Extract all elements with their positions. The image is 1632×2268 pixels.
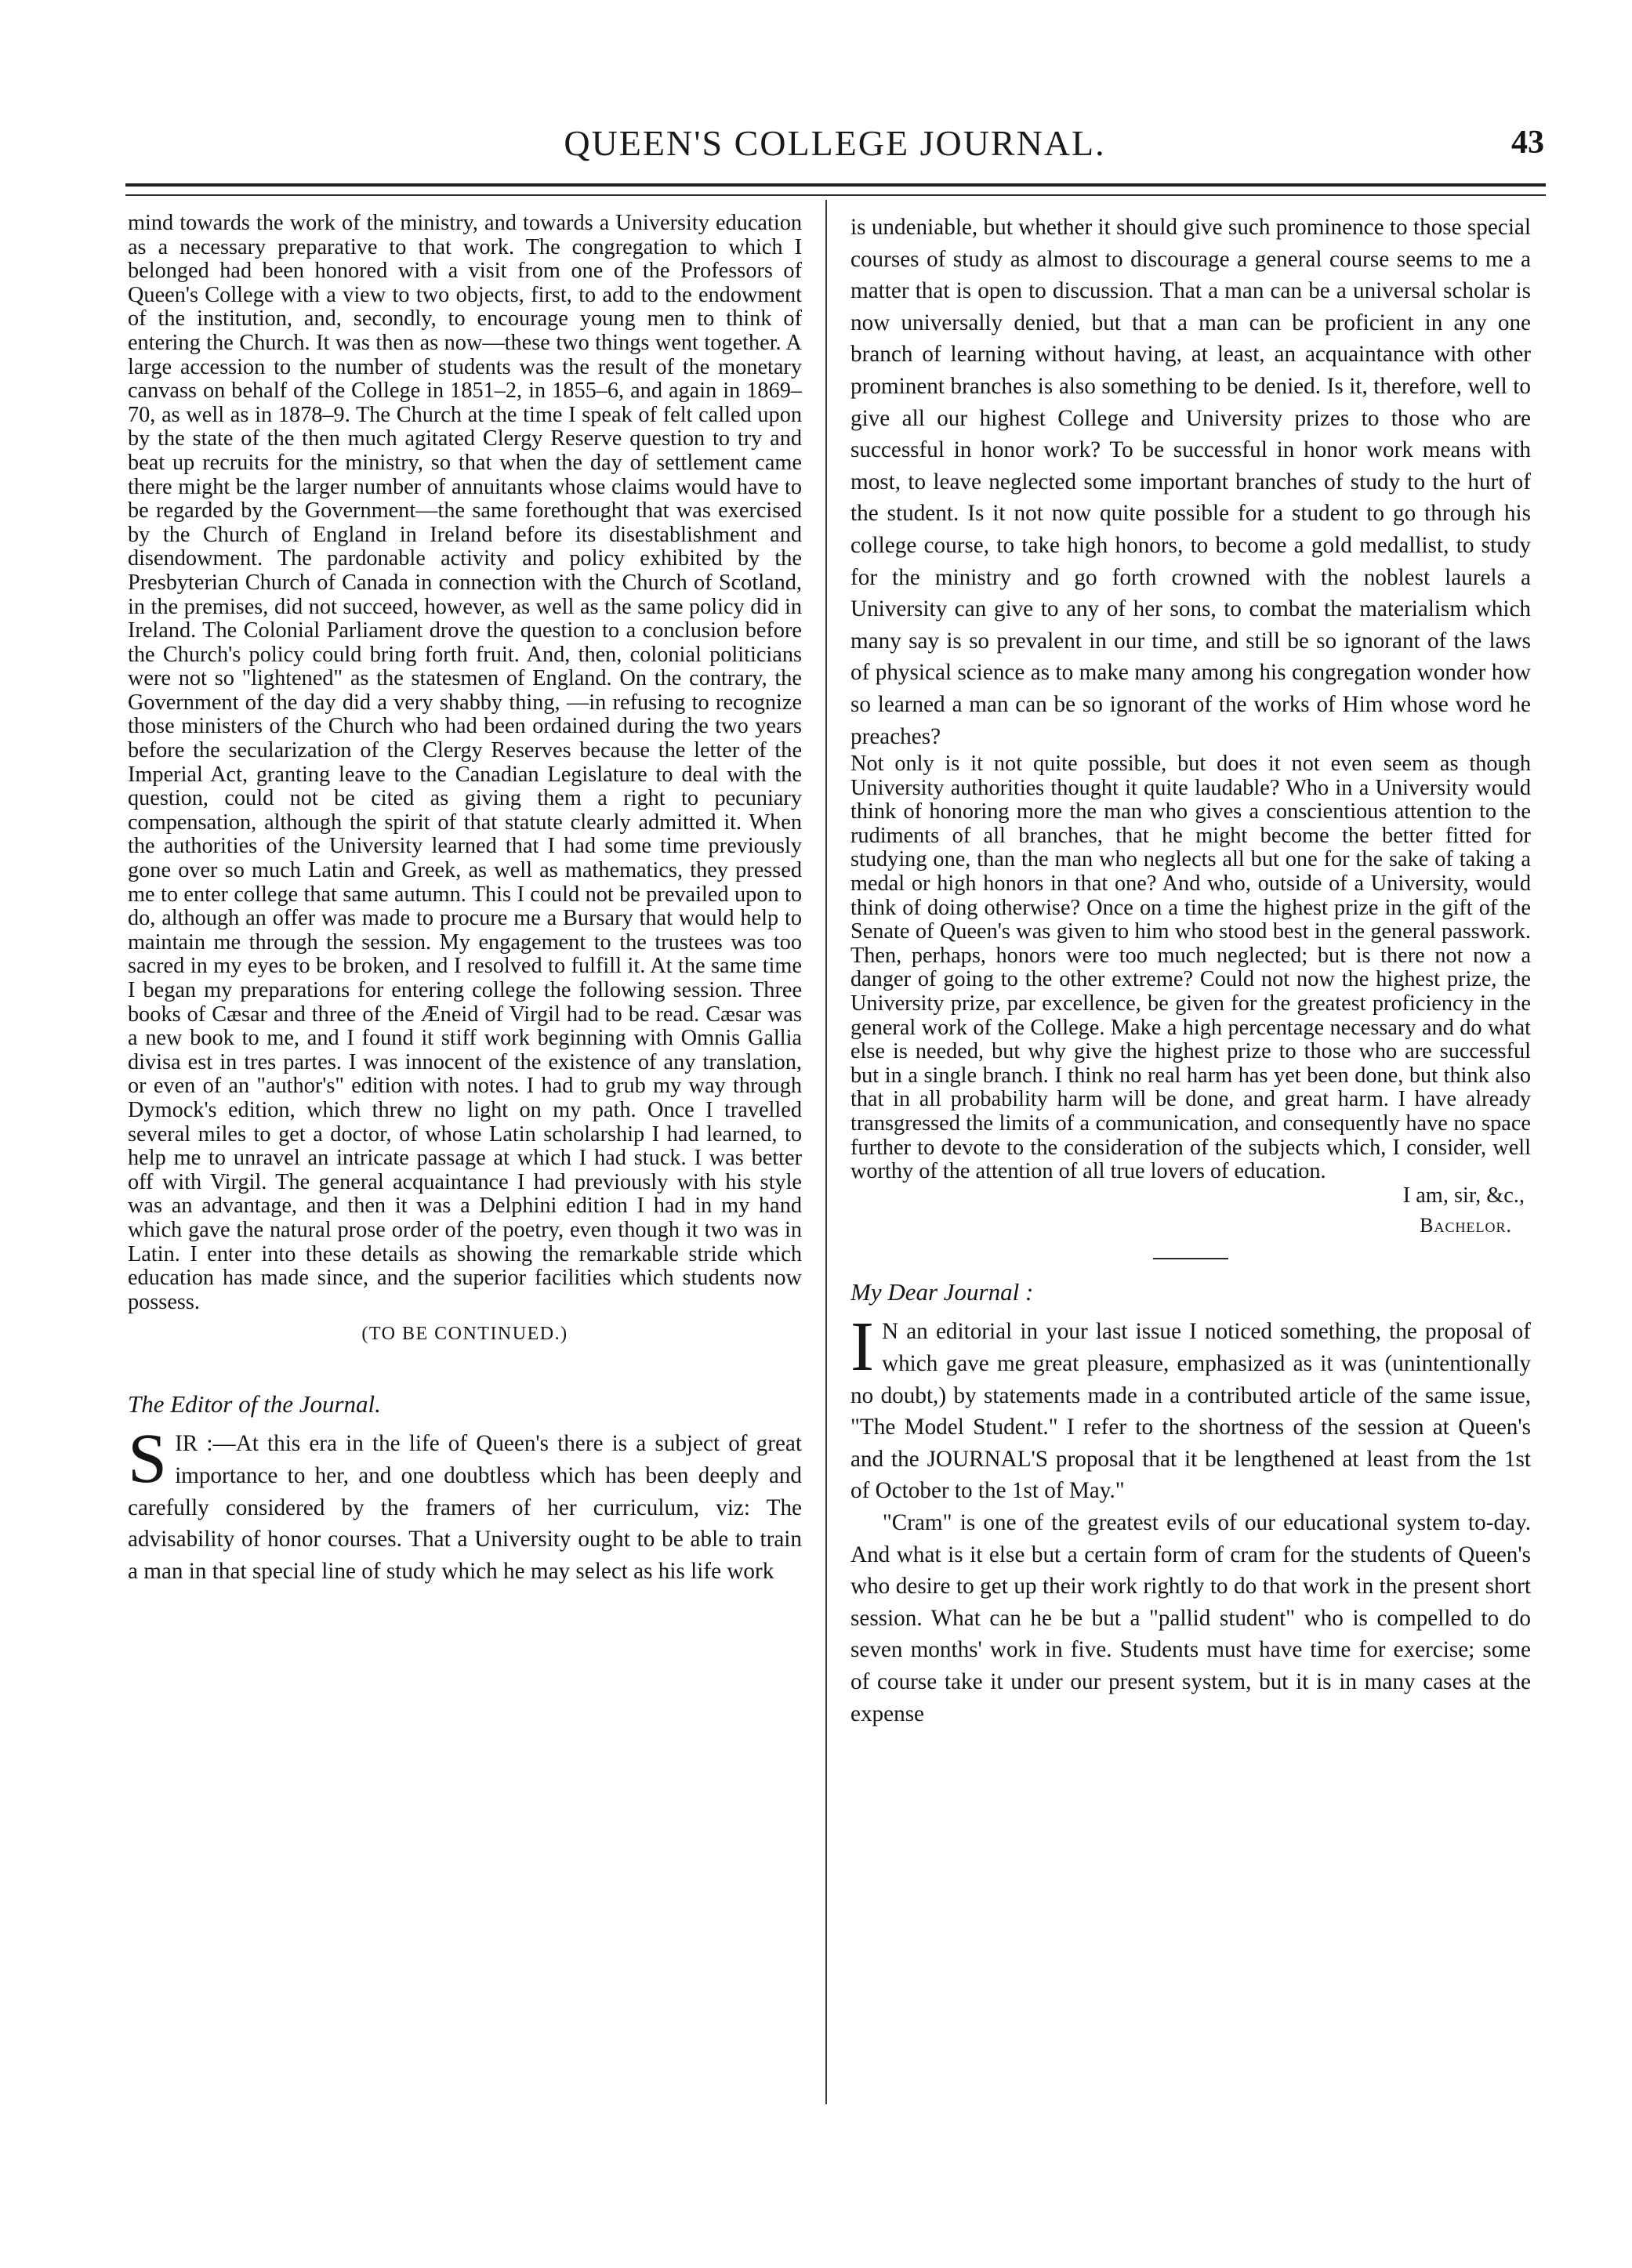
letter-body: IR :—At this era in the life of Queen's there is a subject of great importance to her, and one doubtless which has been deeply and carefully considered by the framers of her curriculum, viz: The advisability of honor courses. That a University ought to be able to train a man in that special line of study which he may select as his life work: [128, 1431, 802, 1584]
letter2-para2: "Cram" is one of the greatest evils of our educational system to-day. And what is it else but a certain form of cram for the students of Queen's who desire to get up their work rightly to do that work in the present short session. What can he be but a "pallid student" who is compelled to do seven months' work in five. Students must have time for exercise; some of course take it under our present system, but it is in many cases at the expense: [850, 1509, 1531, 1726]
letter-signature: Bachelor.: [1420, 1214, 1512, 1237]
letter2-opening: [850, 1308, 1531, 1507]
right-column: [850, 212, 1531, 2108]
header-rule-thin: [125, 194, 1546, 196]
letter-closing: I am, sir, &c.,: [1402, 1183, 1525, 1208]
letter-opening: [128, 1420, 802, 1587]
letter2-para1: N an editorial in your last issue I noticed something, the proposal of which gave me great pleasure, emphasized as it was (unintentionally no doubt,) by statements made in a contributed article of the same issue, "The Model Student." I refer to the shortness of the session at Queen's and the JOURNAL'S proposal that it be lengthened at least from the 1st of October to the 1st of May.": [850, 1319, 1531, 1504]
letter-continuation-a: is undeniable, but whether it should give such prominence to those special courses of study as almost to discourage a general course seems to me a matter that is open to discussion. That a man can be a universal scholar is now universally denied, but that a man can be proficient in any one branch of learning without having, at least, an acquaintance with other prominent branches is also something to be denied. Is it, therefore, well to give all our highest College and University prizes to those who are successful in honor work? To be successful in honor work means with most, to leave neglected some important branches of study to the hurt of the student. Is it not now quite possible for a student to go through his college course, to take high honors, to become a gold medallist, to study for the ministry and go forth crowned with the noblest laurels a University can give to any of her sons, to combat the materialism which many say is so prevalent in our time, and still be so ignorant of the laws of physical science as to make many among his congregation wonder how so learned a man can be so ignorant of the works of Him whose word he preaches?: [850, 215, 1531, 749]
letter2-salutation: My Dear Journal :: [850, 1278, 1034, 1306]
journal-title: QUEEN'S COLLEGE JOURNAL.: [564, 123, 1106, 163]
continued-note: (TO BE CONTINUED.): [361, 1324, 568, 1345]
section-divider: [1153, 1258, 1228, 1259]
drop-cap-2: I: [850, 1308, 874, 1386]
page-number: 43: [1511, 125, 1544, 161]
page-header: [125, 119, 1544, 174]
header-rule-thick: [125, 183, 1546, 187]
letter-salutation: The Editor of the Journal.: [128, 1390, 381, 1418]
column-divider: [825, 200, 827, 2104]
letter-continuation-b: Not only is it not quite possible, but does it not even seem as though University authorities thought it quite laudable? Who in a University would think of honoring more the man who gives a conscientious attention to the rudiments of all branches, that he might become the better fitted for studying one, than the man who neglects all but one for the sake of taking a medal or high honors in that one? And who, outside of a University, would think of doing otherwise? Once on a time the highest prize in the gift of the Senate of Queen's was given to him who stood best in the general passwork. Then, perhaps, honors were too much neglected; but is there not now a danger of going to the other extreme? Could not now the highest prize, the University prize, par excellence, be given for the greatest proficiency in the general work of the College. Make a high percentage necessary and do what else is needed, but why give the highest prize to those who are successful but in a single branch. I think no real harm has yet been done, but think also that in all probability harm will be done, and great harm. I have already transgressed the limits of a communication, and consequently have no space further to devote to the consideration of the subjects which, I consider, well worthy of the attention of all true lovers of education.: [850, 752, 1531, 1184]
article-continuation: mind towards the work of the ministry, and towards a University education as a necessary preparative to that work. The congregation to which I belonged had been honored with a visit from one of the Professors of Queen's College with a view to two objects, first, to add to the endowment of the institution, and, secondly, to encourage young men to think of entering the Church. It was then as now—these two things went together. A large accession to the number of students was the result of the monetary canvass on behalf of the College in 1851–2, in 1855–6, and again in 1869–70, as well as in 1878–9. The Church at the time I speak of felt called upon by the state of the then much agitated Clergy Reserve question to try and beat up recruits for the ministry, so that when the day of settlement came there might be the larger number of annuitants whose claims would have to be regarded by the Government—the same forethought that was exercised by the Church of England in Ireland before its disestablishment and disendowment. The pardonable activity and policy exhibited by the Presbyterian Church of Canada in connection with the Church of Scotland, in the premises, did not succeed, however, as well as the same policy did in Ireland. The Colonial Parliament drove the question to a conclusion before the Church's policy could bring forth fruit. And, then, colonial politicians were not so "lightened" as the statesmen of England. On the contrary, the Government of the day did a very shabby thing, —in refusing to recognize those ministers of the Church who had been ordained during the two years before the secularization of the Clergy Reserves because the letter of the Imperial Act, granting leave to the Canadian Legislature to deal with the question, could not be cited as giving them a right to pecuniary compensation, although the spirit of that statute clearly admitted it. When the authorities of the University learned that I had some time previously gone over so much Latin and Greek, as well as mathematics, they pressed me to enter college that same autumn. This I could not be prevailed upon to do, although an offer was made to procure me a Bursary that would help to maintain me through the session. My engagement to the trustees was too sacred in my eyes to be broken, and I resolved to fulfill it. At the same time I began my preparations for entering college the following session. Three books of Cæsar and three of the Æneid of Virgil had to be read. Cæsar was a new book to me, and I found it stiff work beginning with Omnis Gallia divisa est in tres partes. I was innocent of the existence of any translation, or even of an "author's" edition with notes. I had to grub my way through Dymock's edition, which threw no light on my path. Once I travelled several miles to get a doctor, of whose Latin scholarship I had learned, to help me to unravel an intricate passage at which I had stuck. I was better off with Virgil. The general acquaintance I had previously with his style was an advantage, and then it was a Delphini edition I had in my hand which gave the natural prose order of the poetry, even though it two was in Latin. I enter into these details as showing the remarkable stride which education has made since, and the superior facilities which students now possess.: [128, 212, 802, 1314]
left-column: [128, 212, 802, 2108]
drop-cap: S: [128, 1420, 168, 1498]
